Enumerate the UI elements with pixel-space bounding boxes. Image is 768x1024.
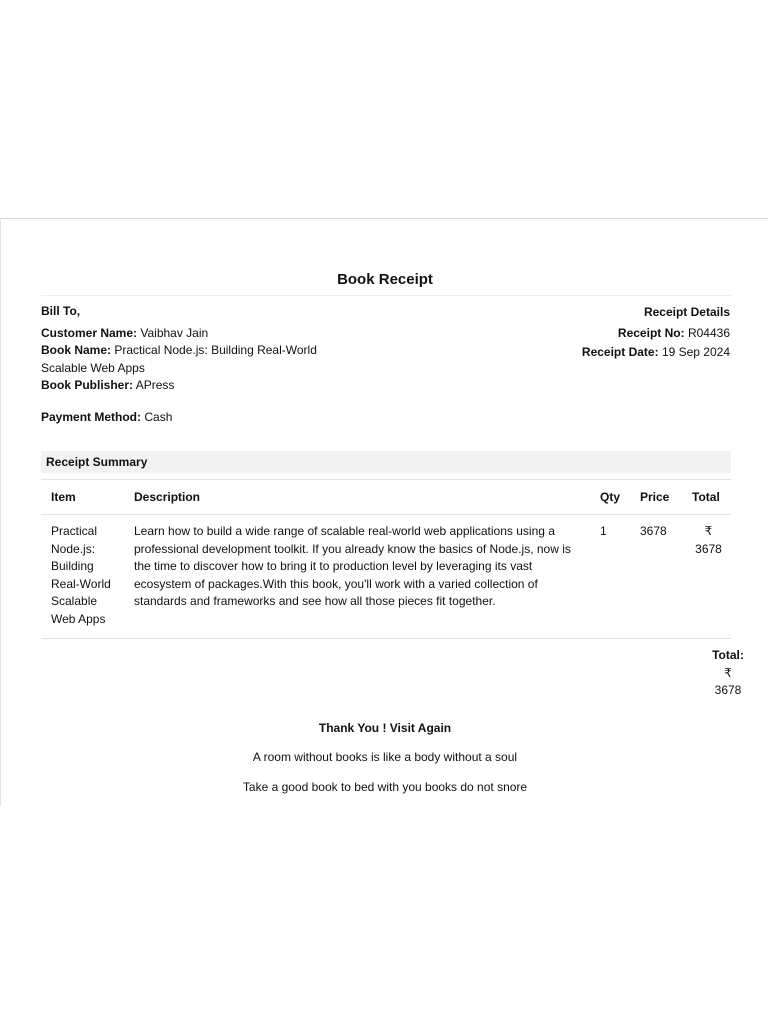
rupee-symbol: ₹ [704,524,713,538]
receipt-no-value: R04436 [687,326,730,340]
column-header-qty: Qty [590,480,630,515]
receipt-date-label: Receipt Date: [581,345,659,359]
grand-total-label: Total: [712,648,744,662]
payment-method-line [41,409,341,427]
bill-to-section [41,303,341,426]
item-qty-cell: 1 [590,515,630,639]
customer-name-label: Customer Name: [41,325,138,340]
table-header-row [41,480,731,515]
receipt-document [0,218,768,806]
payment-method-label: Payment Method: [41,409,142,424]
grand-total-currency: ₹ [724,665,732,680]
receipt-no-label: Receipt No: [617,326,685,340]
receipt-details-heading: Receipt Details [643,305,730,319]
book-publisher-label: Book Publisher: [41,378,134,392]
footer-quote-2: Take a good book to bed with you books do not snore [242,780,528,794]
grand-total [698,647,758,700]
receipt-no-line [410,324,730,343]
item-price-cell: 3678 [630,515,682,639]
book-publisher-value: APress [135,378,175,392]
receipt-title: Book Receipt [337,271,433,288]
thank-you-message: Thank You ! Visit Again [318,721,452,735]
receipt-items-table [41,479,731,639]
item-total-value: 3678 [695,541,722,556]
item-total-cell [682,515,731,639]
receipt-date-value: 19 Sep 2024 [661,345,730,359]
column-header-price: Price [630,480,682,515]
footer-quote-1: A room without books is like a body without a soul [252,750,518,764]
receipt-details-section [410,303,730,362]
title-divider [41,295,731,296]
item-name-cell: Practical Node.js: Building Real-World Scalable Web Apps [41,515,124,639]
customer-name-line [41,325,341,343]
receipt-date-line [410,343,730,362]
column-header-description: Description [124,480,590,515]
book-name-value: Practical Node.js: Building Real-World Scalable Web Apps [41,343,317,375]
book-name-line [41,342,341,377]
column-header-total: Total [682,480,731,515]
grand-total-value: 3678 [714,683,742,697]
customer-name-value: Vaibhav Jain [140,325,209,340]
column-header-item: Item [41,480,124,515]
payment-method-value: Cash [144,409,173,424]
table-row [41,515,731,639]
book-publisher-line [41,377,341,395]
bill-to-heading: Bill To, [41,304,81,318]
book-name-label: Book Name: [41,343,112,357]
receipt-summary-heading: Receipt Summary [41,451,731,473]
item-description-cell: Learn how to build a wide range of scalable real-world web applications using a professional development toolkit. If you already know the basics of Node.js, now is the time to discover how to bring it to production level by leveraging its vast ecosystem of packages.With this book, you'll work with a varied collection of standards and frameworks and see how all those pieces fit together. [124,515,590,639]
